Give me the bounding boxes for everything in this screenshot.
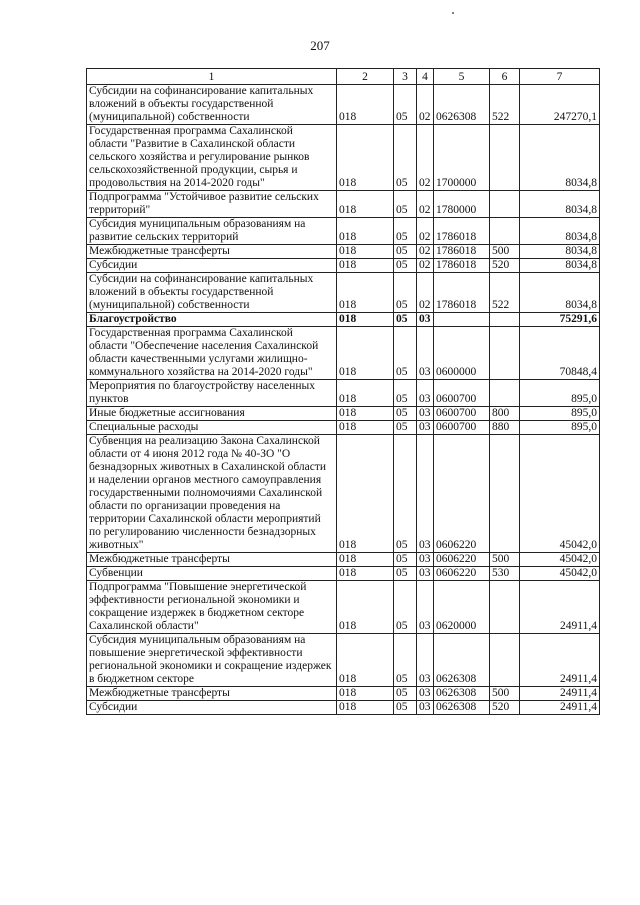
ved-code: 018 (337, 687, 394, 701)
section-code: 05 (394, 567, 417, 581)
ved-code: 018 (337, 313, 394, 327)
row-name: Специальные расходы (87, 421, 337, 435)
target-article-code: 1786018 (434, 273, 490, 313)
section-code: 05 (394, 125, 417, 191)
subsection-code: 02 (417, 273, 434, 313)
section-code: 05 (394, 581, 417, 634)
amount: 24911,4 (520, 701, 600, 715)
scan-speck (452, 12, 454, 14)
subsection-code: 03 (417, 313, 434, 327)
subsection-code: 03 (417, 435, 434, 553)
section-code: 05 (394, 327, 417, 380)
amount: 45042,0 (520, 567, 600, 581)
table-row (87, 687, 600, 701)
ved-code: 018 (337, 218, 394, 245)
expense-type-code (490, 191, 520, 218)
table-row (87, 218, 600, 245)
subsection-code: 02 (417, 191, 434, 218)
amount: 45042,0 (520, 435, 600, 553)
subsection-code: 03 (417, 327, 434, 380)
ved-code: 018 (337, 380, 394, 407)
section-code: 05 (394, 421, 417, 435)
column-number-row (87, 69, 600, 85)
amount: 45042,0 (520, 553, 600, 567)
ved-code: 018 (337, 435, 394, 553)
subsection-code: 03 (417, 581, 434, 634)
target-article-code: 0626308 (434, 634, 490, 687)
row-name: Субсидии (87, 701, 337, 715)
target-article-code: 0600000 (434, 327, 490, 380)
table-row (87, 407, 600, 421)
amount: 8034,8 (520, 191, 600, 218)
table-row (87, 125, 600, 191)
subsection-code: 03 (417, 701, 434, 715)
expense-type-code: 500 (490, 687, 520, 701)
section-code: 05 (394, 259, 417, 273)
row-name: Межбюджетные трансферты (87, 553, 337, 567)
amount: 895,0 (520, 421, 600, 435)
target-article-code: 0626308 (434, 85, 490, 125)
expense-type-code: 522 (490, 85, 520, 125)
table-row (87, 553, 600, 567)
target-article-code: 0626308 (434, 701, 490, 715)
target-article-code: 0606220 (434, 553, 490, 567)
table-row (87, 701, 600, 715)
row-name: Иные бюджетные ассигнования (87, 407, 337, 421)
subsection-code: 02 (417, 259, 434, 273)
ved-code: 018 (337, 634, 394, 687)
target-article-code: 0600700 (434, 421, 490, 435)
row-name: Субсидии на софинансирование капитальных вложений в объекты государственной (муниципальной) собственности (87, 273, 337, 313)
target-article-code: 0606220 (434, 435, 490, 553)
row-name: Субсидии на софинансирование капитальных вложений в объекты государственной (муниципальной) собственности (87, 85, 337, 125)
column-header: 3 (394, 69, 417, 85)
column-header: 4 (417, 69, 434, 85)
expense-type-code: 522 (490, 273, 520, 313)
subsection-code: 03 (417, 553, 434, 567)
amount: 895,0 (520, 407, 600, 421)
expense-type-code (490, 125, 520, 191)
table-row (87, 380, 600, 407)
table-row (87, 435, 600, 553)
page-number: 207 (310, 38, 330, 53)
expense-type-code: 500 (490, 553, 520, 567)
subsection-code: 03 (417, 687, 434, 701)
subsection-code: 02 (417, 218, 434, 245)
table-row (87, 634, 600, 687)
row-name: Субвенция на реализацию Закона Сахалинской области от 4 июня 2012 года № 40-ЗО "О безнадзорных животных в Сахалинской области и наделении органов местного самоуправления государственными полномочиями Сахалинской области по организации проведения на территории Сахалинской области мероприятий по регулированию численности безнадзорных животных" (87, 435, 337, 553)
column-header: 1 (87, 69, 337, 85)
table-row (87, 421, 600, 435)
row-name: Подпрограмма "Устойчивое развитие сельских территорий" (87, 191, 337, 218)
column-header: 5 (434, 69, 490, 85)
target-article-code: 0600700 (434, 407, 490, 421)
expense-type-code: 530 (490, 567, 520, 581)
ved-code: 018 (337, 191, 394, 218)
row-name: Субвенции (87, 567, 337, 581)
target-article-code: 1786018 (434, 218, 490, 245)
row-name: Государственная программа Сахалинской области "Обеспечение населения Сахалинской области качественными услугами жилищно-коммунального хозяйства на 2014-2020 годы" (87, 327, 337, 380)
subsection-code: 03 (417, 407, 434, 421)
row-name: Благоустройство (87, 313, 337, 327)
ved-code: 018 (337, 407, 394, 421)
section-code: 05 (394, 218, 417, 245)
table-row (87, 273, 600, 313)
row-name: Субсидия муниципальным образованиям на развитие сельских территорий (87, 218, 337, 245)
target-article-code (434, 313, 490, 327)
row-name: Субсидия муниципальным образованиям на повышение энергетической эффективности региональной экономики и сокращение издержек в бюджетном секторе (87, 634, 337, 687)
section-code: 05 (394, 435, 417, 553)
section-code: 05 (394, 701, 417, 715)
ved-code: 018 (337, 327, 394, 380)
expense-type-code (490, 313, 520, 327)
amount: 8034,8 (520, 273, 600, 313)
target-article-code: 0626308 (434, 687, 490, 701)
expense-type-code (490, 327, 520, 380)
ved-code: 018 (337, 553, 394, 567)
subsection-code: 02 (417, 85, 434, 125)
section-code: 05 (394, 245, 417, 259)
expense-type-code: 500 (490, 245, 520, 259)
column-header: 2 (337, 69, 394, 85)
section-code: 05 (394, 313, 417, 327)
amount: 75291,6 (520, 313, 600, 327)
column-header: 6 (490, 69, 520, 85)
amount: 24911,4 (520, 634, 600, 687)
expense-type-code (490, 380, 520, 407)
expense-type-code: 880 (490, 421, 520, 435)
expense-type-code: 800 (490, 407, 520, 421)
row-name: Межбюджетные трансферты (87, 687, 337, 701)
row-name: Государственная программа Сахалинской области "Развитие в Сахалинской области сельского хозяйства и регулирование рынков сельскохозяйственной продукции, сырья и продовольствия на 2014-2020 годы" (87, 125, 337, 191)
table-row (87, 245, 600, 259)
table-row (87, 259, 600, 273)
table-row (87, 327, 600, 380)
ved-code: 018 (337, 567, 394, 581)
row-name: Субсидии (87, 259, 337, 273)
column-header: 7 (520, 69, 600, 85)
subsection-code: 03 (417, 380, 434, 407)
table-row (87, 191, 600, 218)
expense-type-code: 520 (490, 701, 520, 715)
section-code: 05 (394, 634, 417, 687)
subsection-code: 02 (417, 245, 434, 259)
target-article-code: 1786018 (434, 245, 490, 259)
row-name: Межбюджетные трансферты (87, 245, 337, 259)
section-code: 05 (394, 380, 417, 407)
row-name: Мероприятия по благоустройству населенных пунктов (87, 380, 337, 407)
ved-code: 018 (337, 125, 394, 191)
subsection-code: 03 (417, 634, 434, 687)
amount: 247270,1 (520, 85, 600, 125)
subsection-code: 03 (417, 567, 434, 581)
amount: 8034,8 (520, 259, 600, 273)
budget-table (86, 68, 600, 715)
section-code: 05 (394, 553, 417, 567)
table-row (87, 313, 600, 327)
amount: 24911,4 (520, 581, 600, 634)
table-row (87, 581, 600, 634)
expense-type-code (490, 435, 520, 553)
ved-code: 018 (337, 245, 394, 259)
table-row (87, 85, 600, 125)
expense-type-code (490, 581, 520, 634)
amount: 8034,8 (520, 218, 600, 245)
target-article-code: 1780000 (434, 191, 490, 218)
section-code: 05 (394, 407, 417, 421)
target-article-code: 0620000 (434, 581, 490, 634)
section-code: 05 (394, 273, 417, 313)
expense-type-code: 520 (490, 259, 520, 273)
ved-code: 018 (337, 701, 394, 715)
subsection-code: 03 (417, 421, 434, 435)
ved-code: 018 (337, 421, 394, 435)
target-article-code: 1700000 (434, 125, 490, 191)
amount: 8034,8 (520, 245, 600, 259)
table-row (87, 567, 600, 581)
target-article-code: 1786018 (434, 259, 490, 273)
ved-code: 018 (337, 581, 394, 634)
expense-type-code (490, 218, 520, 245)
row-name: Подпрограмма "Повышение энергетической эффективности региональной экономики и сокращение издержек в бюджетном секторе Сахалинской области" (87, 581, 337, 634)
expense-type-code (490, 634, 520, 687)
amount: 70848,4 (520, 327, 600, 380)
section-code: 05 (394, 687, 417, 701)
target-article-code: 0600700 (434, 380, 490, 407)
amount: 24911,4 (520, 687, 600, 701)
ved-code: 018 (337, 85, 394, 125)
ved-code: 018 (337, 259, 394, 273)
section-code: 05 (394, 85, 417, 125)
amount: 895,0 (520, 380, 600, 407)
amount: 8034,8 (520, 125, 600, 191)
subsection-code: 02 (417, 125, 434, 191)
section-code: 05 (394, 191, 417, 218)
ved-code: 018 (337, 273, 394, 313)
target-article-code: 0606220 (434, 567, 490, 581)
